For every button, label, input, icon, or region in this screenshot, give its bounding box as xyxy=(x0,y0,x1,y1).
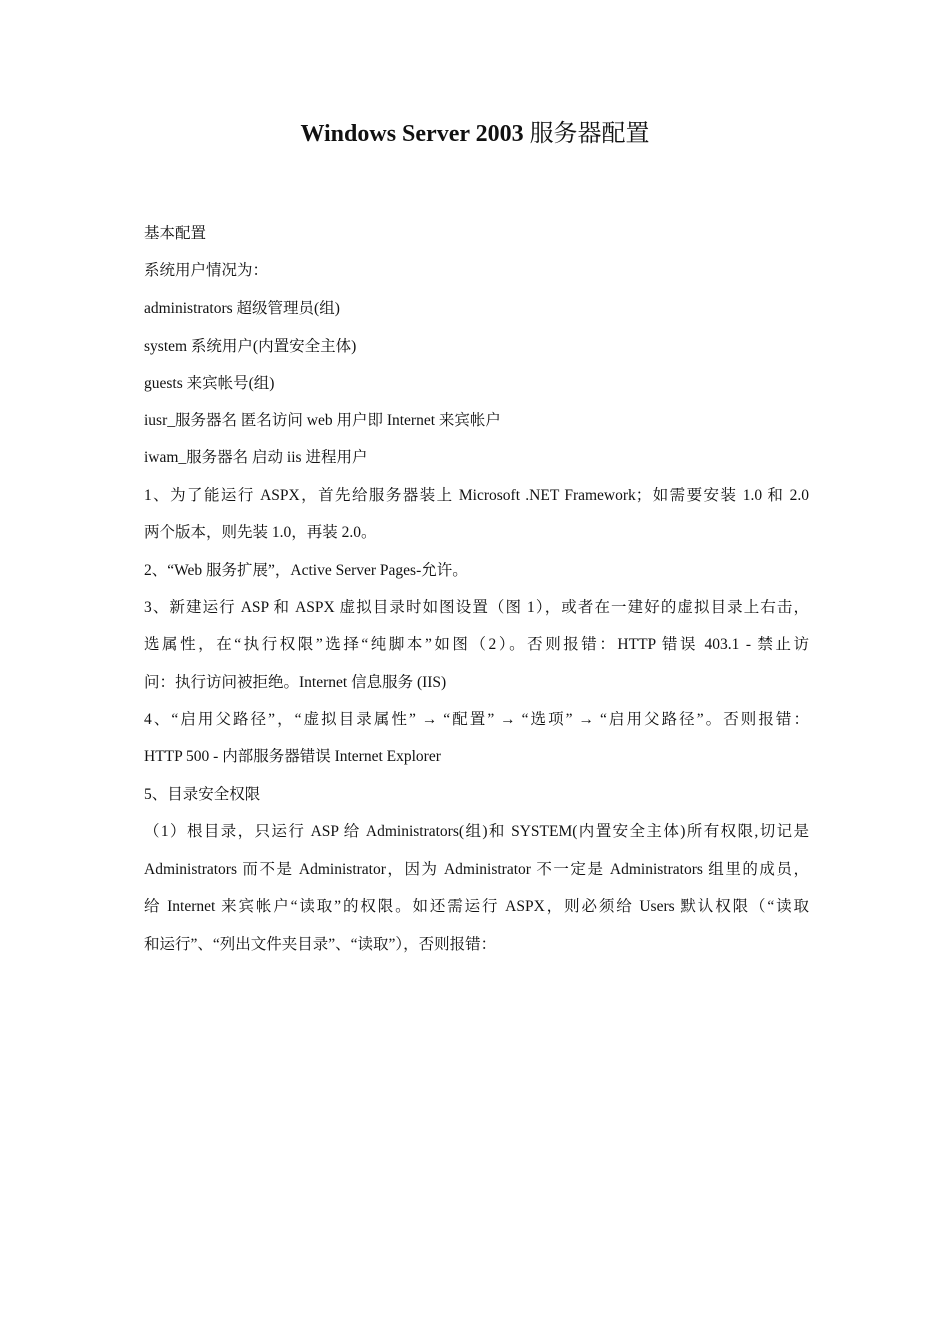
document-title xyxy=(0,118,950,150)
text-line: 问：执行访问被拒绝。Internet 信息服务 (IIS) xyxy=(144,674,447,691)
text-line: 选属性，在“执行权限”选择“纯脚本”如图（2）。否则报错：HTTP 错误 403.1 - 禁止访 xyxy=(144,636,809,653)
text-line: Administrators 而不是 Administrator，因为 Administrator 不一定是 Administrators 组里的成员， xyxy=(144,861,809,878)
text-line: administrators 超级管理员(组) xyxy=(144,300,340,317)
section-heading: 基本配置 xyxy=(144,225,207,242)
text-line: 给 Internet 来宾帐户“读取”的权限。如还需运行 ASPX，则必须给 Users 默认权限（“读取 xyxy=(144,898,809,915)
text-line: 两个版本，则先装 1.0，再装 2.0。 xyxy=(144,524,377,541)
text-line: （1）根目录，只运行 ASP 给 Administrators(组)和 SYSTEM(内置安全主体)所有权限,切记是 xyxy=(144,823,809,840)
text-line: 4、“启用父路径”，“虚拟目录属性” → “配置” → “选项” → “启用父路径”。否则报错： xyxy=(144,711,809,728)
text-line: iwam_服务器名 启动 iis 进程用户 xyxy=(144,449,368,466)
text-line: 3、新建运行 ASP 和 ASPX 虚拟目录时如图设置（图 1），或者在一建好的虚拟目录上右击， xyxy=(144,599,809,616)
title-latin: Windows Server 2003 xyxy=(300,121,524,147)
text-line: 和运行”、“列出文件夹目录”、“读取”），否则报错： xyxy=(144,936,497,953)
text-line: 系统用户情况为： xyxy=(144,262,269,279)
text-line: 5、目录安全权限 xyxy=(144,786,261,803)
text-line: guests 来宾帐号(组) xyxy=(144,375,275,392)
text-line: system 系统用户(内置安全主体) xyxy=(144,338,357,355)
title-cjk: 服务器配置 xyxy=(529,121,650,147)
text-line: iusr_服务器名 匿名访问 web 用户即 Internet 来宾帐户 xyxy=(144,412,501,429)
text-line: 2、“Web 服务扩展”，Active Server Pages-允许。 xyxy=(144,562,468,579)
text-line: HTTP 500 - 内部服务器错误 Internet Explorer xyxy=(144,748,441,765)
text-line: 1、为了能运行 ASPX，首先给服务器装上 Microsoft .NET Framework；如需要安装 1.0 和 2.0 xyxy=(144,487,809,504)
